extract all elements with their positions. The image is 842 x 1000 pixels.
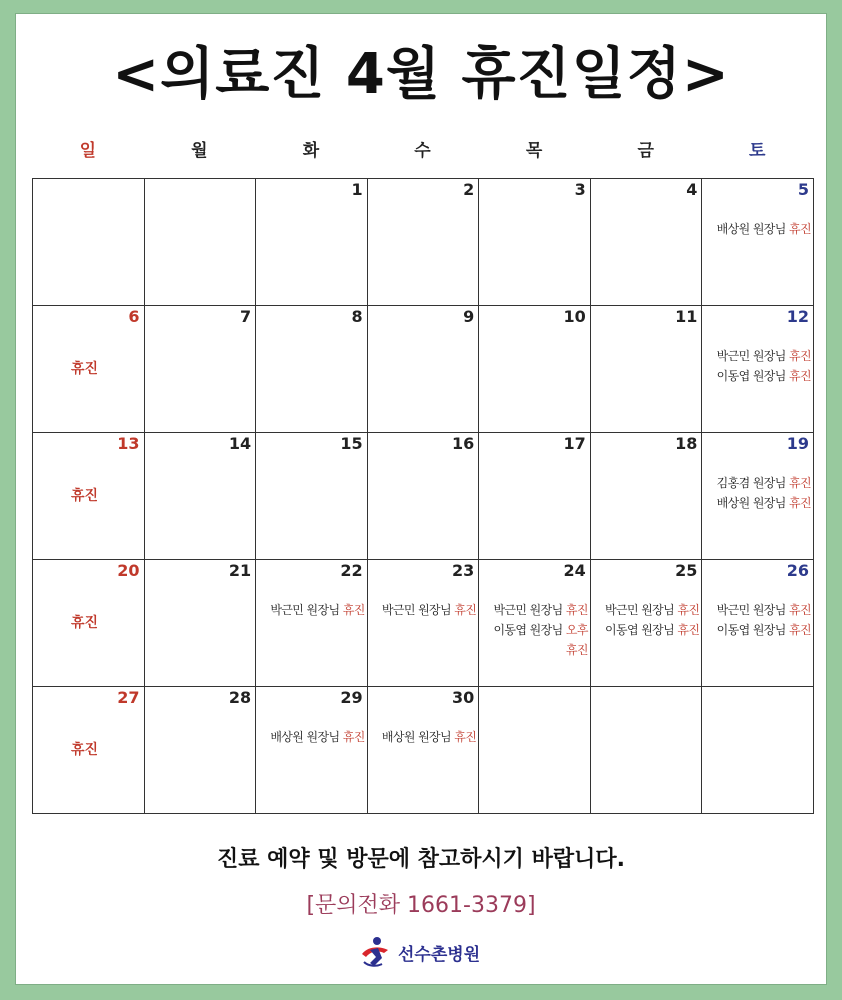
doctor-note: [493, 600, 587, 620]
doctor-name: 박근민 원장님: [493, 603, 563, 617]
calendar-day-cell: [33, 433, 145, 560]
doctor-note: [493, 620, 587, 640]
doctor-notes: [717, 473, 811, 513]
doctor-name: 박근민 원장님: [716, 349, 786, 363]
day-number: 15: [340, 434, 363, 453]
calendar-week-row: [33, 433, 814, 560]
calendar-day-cell: [367, 306, 479, 433]
doctor-name: 배상원 원장님: [381, 730, 452, 744]
day-number: 5: [797, 180, 809, 199]
calendar-day-cell: [33, 306, 145, 433]
day-number: 22: [340, 561, 363, 580]
doctor-notes: [382, 727, 476, 747]
day-number: 19: [786, 434, 809, 453]
doctor-note: [270, 727, 364, 747]
calendar-day-cell: [33, 179, 145, 306]
calendar-day-cell: [256, 306, 368, 433]
calendar-day-cell: [590, 433, 702, 560]
doctor-note: [382, 600, 476, 620]
calendar-day-cell: [702, 687, 814, 814]
holiday-label: 휴진: [71, 488, 99, 504]
off-status: 휴진: [789, 476, 811, 490]
day-number: 10: [563, 307, 586, 326]
calendar-day-cell: [256, 179, 368, 306]
doctor-name: 박근민 원장님: [381, 603, 452, 617]
off-status: 휴진: [454, 603, 477, 617]
doctor-name: 이동엽 원장님: [716, 369, 786, 383]
calendar-week-row: [33, 560, 814, 687]
doctor-note: [270, 600, 364, 620]
runner-logo-icon: [358, 936, 392, 968]
day-number: 3: [574, 180, 586, 199]
calendar-day-cell: [33, 687, 145, 814]
day-number: 2: [463, 180, 475, 199]
calendar-week-row: [33, 179, 814, 306]
doctor-note: [717, 493, 811, 513]
doctor-notes: [717, 346, 811, 386]
holiday-label: 휴진: [71, 361, 99, 377]
weekday-wed: 수: [414, 141, 431, 161]
calendar-grid: [32, 178, 814, 814]
weekday-tue: 화: [302, 141, 320, 161]
day-number: 6: [128, 307, 140, 326]
day-number: 8: [351, 307, 363, 326]
doctor-notes: [493, 600, 587, 660]
off-status: 휴진: [342, 603, 365, 617]
day-number: 26: [786, 561, 809, 580]
calendar-day-cell: [590, 179, 702, 306]
hospital-logo: [358, 936, 480, 968]
day-number: 24: [563, 561, 586, 580]
doctor-name: 이동엽 원장님: [716, 623, 786, 637]
doctor-notes: [270, 600, 364, 620]
calendar-day-cell: [590, 687, 702, 814]
calendar-day-cell: [702, 433, 814, 560]
off-status: 휴진: [677, 603, 700, 617]
calendar-day-cell: [144, 433, 256, 560]
day-number: 23: [451, 561, 475, 580]
off-status: 휴진: [565, 643, 588, 657]
schedule-card: [15, 13, 827, 985]
doctor-note: [717, 219, 811, 239]
doctor-name: 박근민 원장님: [716, 603, 786, 617]
footer-message: 진료 예약 및 방문에 참고하시기 바랍니다.: [217, 847, 625, 872]
doctor-name: 이동엽 원장님: [605, 623, 675, 637]
calendar-day-cell: [702, 306, 814, 433]
weekday-header: [32, 138, 813, 164]
off-status: 휴진: [789, 603, 811, 617]
weekday-fri: 금: [637, 141, 654, 161]
holiday-label: 휴진: [71, 742, 99, 758]
calendar-day-cell: [590, 560, 702, 687]
off-status: 휴진: [789, 222, 811, 236]
doctor-note: [717, 366, 811, 386]
doctor-note: [717, 346, 811, 366]
weekday-sat: 토: [749, 141, 766, 161]
calendar-day-cell: [367, 560, 479, 687]
calendar-day-cell: [256, 687, 368, 814]
doctor-notes: [270, 727, 364, 747]
calendar-day-cell: [144, 687, 256, 814]
doctor-note: [605, 620, 699, 640]
off-status: 휴진: [342, 730, 365, 744]
calendar-day-cell: [367, 179, 479, 306]
day-number: 12: [786, 307, 809, 326]
calendar-week-row: [33, 306, 814, 433]
day-number: 21: [228, 561, 252, 580]
calendar-day-cell: [144, 179, 256, 306]
calendar-day-cell: [479, 433, 591, 560]
calendar-day-cell: [479, 306, 591, 433]
day-number: 4: [686, 180, 698, 199]
day-number: 1: [351, 180, 363, 199]
doctor-name: 박근민 원장님: [605, 603, 675, 617]
off-status: 휴진: [789, 496, 811, 510]
calendar-day-cell: [590, 306, 702, 433]
day-number: 7: [239, 307, 252, 326]
day-number: 28: [228, 688, 252, 707]
off-status: 휴진: [454, 730, 477, 744]
day-number: 18: [675, 434, 698, 453]
off-status: 휴진: [677, 623, 700, 637]
hospital-name: 선수촌병원: [398, 944, 481, 965]
calendar-day-cell: [702, 179, 814, 306]
day-number: 30: [451, 688, 475, 707]
day-number: 17: [563, 434, 586, 453]
weekday-thu: 목: [525, 141, 543, 161]
calendar-day-cell: [256, 560, 368, 687]
day-number: 11: [675, 307, 698, 326]
doctor-notes: [717, 219, 811, 239]
day-number: 27: [117, 688, 140, 707]
day-number: 25: [675, 561, 698, 580]
doctor-note: [717, 620, 811, 640]
calendar-day-cell: [256, 433, 368, 560]
doctor-name: 김홍겸 원장님: [716, 476, 786, 490]
doctor-name: 배상원 원장님: [270, 730, 340, 744]
calendar-week-row: [33, 687, 814, 814]
off-status: 휴진: [789, 623, 811, 637]
weekday-sun: 일: [79, 141, 96, 161]
calendar-day-cell: [479, 687, 591, 814]
contact-phone: [문의전화 1661-3379]: [306, 893, 536, 918]
day-number: 29: [340, 688, 363, 707]
day-number: 20: [117, 561, 140, 580]
doctor-note: [717, 473, 811, 493]
doctor-notes: [605, 600, 699, 640]
day-number: 9: [463, 307, 475, 326]
off-status: 오후: [565, 623, 588, 637]
doctor-name: 배상원 원장님: [716, 222, 786, 236]
weekday-mon: 월: [191, 141, 208, 161]
calendar-day-cell: [144, 306, 256, 433]
doctor-name: 배상원 원장님: [716, 496, 786, 510]
day-number: 13: [117, 434, 140, 453]
calendar-day-cell: [33, 560, 145, 687]
calendar-day-cell: [479, 179, 591, 306]
off-status: 휴진: [789, 349, 811, 363]
doctor-note: [717, 600, 811, 620]
doctor-notes: [382, 600, 476, 620]
calendar-day-cell: [367, 687, 479, 814]
page-title: <의료진 4월 휴진일정>: [112, 42, 730, 107]
day-number: 16: [451, 434, 475, 453]
off-status: 휴진: [789, 369, 811, 383]
calendar-day-cell: [367, 433, 479, 560]
doctor-name: 이동엽 원장님: [493, 623, 563, 637]
off-status: 휴진: [565, 603, 588, 617]
doctor-notes: [717, 600, 811, 640]
doctor-note: [382, 727, 476, 747]
doctor-name: 박근민 원장님: [270, 603, 340, 617]
doctor-note: [493, 640, 587, 660]
calendar-day-cell: [702, 560, 814, 687]
day-number: 14: [228, 434, 252, 453]
calendar-day-cell: [479, 560, 591, 687]
doctor-note: [605, 600, 699, 620]
holiday-label: 휴진: [71, 615, 99, 631]
calendar-day-cell: [144, 560, 256, 687]
